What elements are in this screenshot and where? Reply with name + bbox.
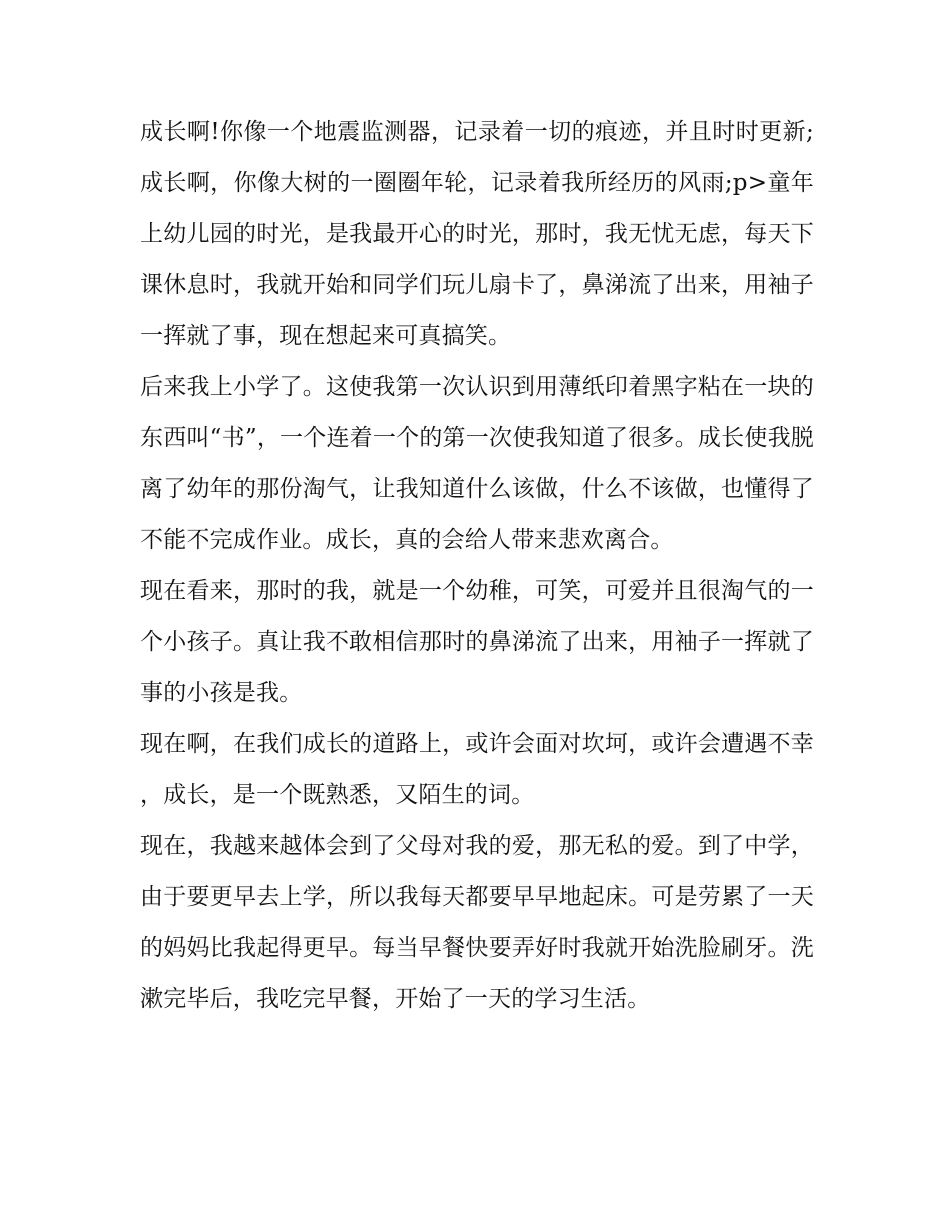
paragraph: 现在啊，在我们成长的道路上，或许会面对坎坷，或许会遭遇不幸，成长，是一个既熟悉，又陌生的词。	[140, 731, 814, 808]
paragraph: 现在看来，那时的我，就是一个幼稚，可笑，可爱并且很淘气的一个小孩子。真让我不敢相信那时的鼻涕流了出来，用袖子一挥就了事的小孩是我。	[140, 578, 814, 706]
paragraph: 现在，我越来越体会到了父母对我的爱，那无私的爱。到了中学，由于要更早去上学，所以我每天都要早早地起床。可是劳累了一天的妈妈比我起得更早。每当早餐快要弄好时我就开始洗脸刷牙。洗漱完毕后，我吃完早餐，开始了一天的学习生活。	[140, 833, 814, 1012]
paragraph: 后来我上小学了。这使我第一次认识到用薄纸印着黑字粘在一块的东西叫“书”，一个连着一个的第一次使我知道了很多。成长使我脱离了幼年的那份淘气，让我知道什么该做，什么不该做，也懂得了不能不完成作业。成长，真的会给人带来悲欢离合。	[140, 374, 814, 553]
paragraph: 成长啊!你像一个地震监测器，记录着一切的痕迹，并且时时更新;成长啊，你像大树的一圈圈年轮，记录着我所经历的风雨;p>童年上幼儿园的时光，是我最开心的时光，那时，我无忧无虑，每天下课休息时，我就开始和同学们玩儿扇卡了，鼻涕流了出来，用袖子一挥就了事，现在想起来可真搞笑。	[140, 119, 814, 349]
document-body	[140, 107, 814, 1025]
